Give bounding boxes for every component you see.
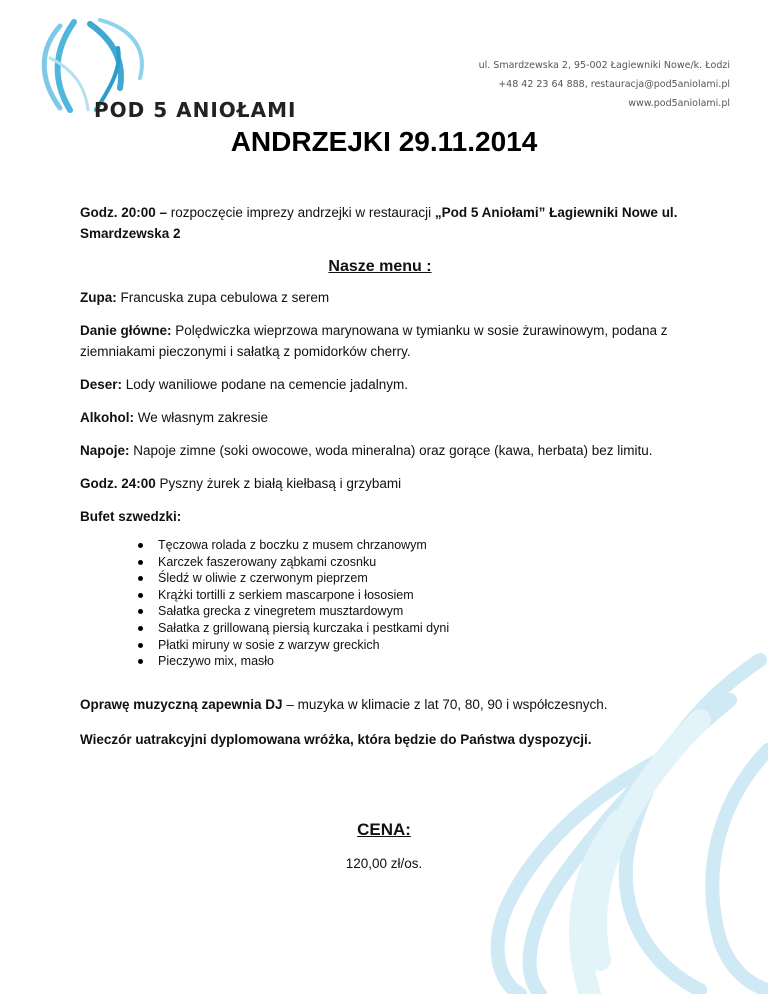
menu-heading: Nasze menu : [328,258,432,275]
music-text: – muzyka w klimacie z lat 70, 80, 90 i współczesnych. [282,696,608,712]
menu-item-text: Francuska zupa cebulowa z serem [116,290,330,305]
bullet-icon [138,626,143,631]
menu-item-text: Pyszny żurek z białą kiełbasą i grzybami [155,476,402,491]
menu-item-label: Zupa: [80,290,117,305]
menu-item-text: Polędwiczka wieprzowa marynowana w tymianku w sosie żurawinowym, podana z ziemniakami pieczonymi i sałatką z pomidorków cherry. [80,323,668,359]
buffet-heading: Bufet szwedzki: [80,509,182,524]
list-item: Pieczywo mix, masło [80,653,680,670]
list-item: Płatki miruny w sosie z warzyw greckich [80,637,680,654]
menu-item [80,473,680,494]
menu-item-text: Napoje zimne (soki owocowe, woda mineralna) oraz gorące (kawa, herbata) bez limitu. [129,443,653,458]
menu-item-label: Napoje: [80,443,130,458]
address-text: ul. Smardzewska 2, 95-002 Łagiewniki Nowe/k. Łodzi [478,60,730,71]
menu-item-label: Godz. 24:00 [80,476,156,491]
contact-info [479,56,730,113]
list-item: Sałatka z grillowaną piersią kurczaka i pestkami dyni [80,620,680,637]
bullet-icon [138,659,143,664]
music-paragraph [80,694,700,715]
restaurant-logo [30,18,297,128]
list-item: Krążki tortilli z serkiem mascarpone i łososiem [80,587,680,604]
fortune-teller-paragraph: Wieczór uatrakcyjni dyplomowana wróżka, która będzie do Państwa dyspozycji. [80,731,592,747]
bullet-icon [138,560,143,565]
bullet-icon [138,593,143,598]
music-bold: Oprawę muzyczną zapewnia DJ [80,696,283,712]
website-text: www.pod5aniolami.pl [628,98,730,109]
menu-item-label: Alkohol: [80,410,134,425]
intro-time: Godz. 20:00 – [80,205,168,220]
price-value: 120,00 zł/os. [345,856,423,871]
menu-item [80,320,680,362]
intro-paragraph [80,202,680,244]
bullet-icon [138,643,143,648]
phone-email-text: +48 42 23 64 888, restauracja@pod5aniolami.pl [498,79,730,90]
menu-item-text: We własnym zakresie [134,410,269,425]
price-heading: CENA: [357,820,411,839]
menu-item-label: Danie główne: [80,323,172,338]
menu-item [80,407,680,428]
list-item: Karczek faszerowany ząbkami czosnku [80,554,680,571]
menu-item-label: Deser: [80,377,123,392]
list-item: Sałatka grecka z vinegretem musztardowym [80,603,680,620]
intro-text: rozpoczęcie imprezy andrzejki w restauracji [167,205,435,220]
document-body [80,202,680,750]
bullet-icon [138,576,143,581]
intro-venue: „Pod 5 Aniołami” Łagiewniki Nowe ul. Smardzewska 2 [80,205,678,241]
menu-item [80,287,680,308]
menu-item [80,440,680,461]
list-item: Śledź w oliwie z czerwonym pieprzem [80,570,680,587]
logo-wordmark: POD 5 ANIOŁAMI [94,98,297,122]
buffet-list [80,537,680,670]
bullet-icon [138,543,143,548]
menu-item [80,374,680,395]
page-title: ANDRZEJKI 29.11.2014 [230,126,538,157]
bullet-icon [138,609,143,614]
list-item: Tęczowa rolada z boczku z musem chrzanowym [80,537,680,554]
menu-item-text: Lody waniliowe podane na cemencie jadalnym. [122,377,408,392]
